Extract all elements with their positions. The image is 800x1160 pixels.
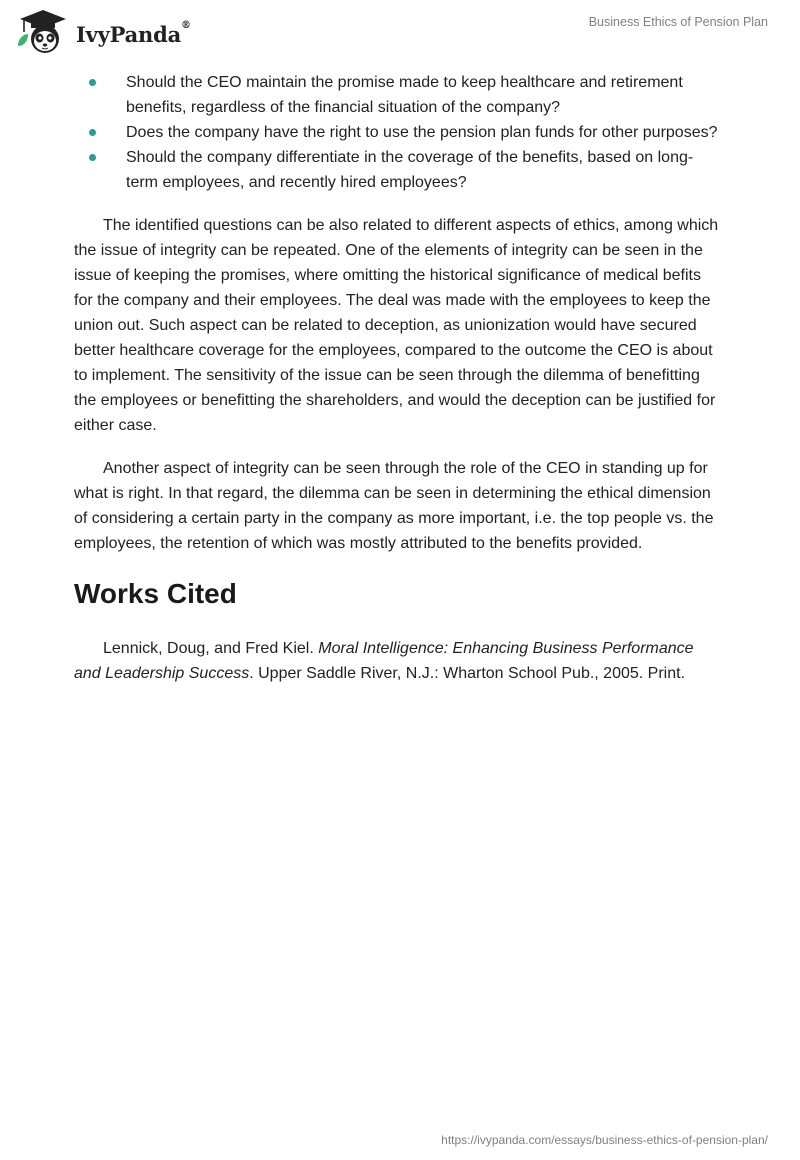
page-header [0, 0, 800, 62]
logo-text: IvyPanda [76, 21, 182, 47]
bullet-dot-icon [89, 129, 96, 136]
citation-publication: . Upper Saddle River, N.J.: Wharton School Pub., 2005. Print. [249, 665, 686, 682]
list-item [74, 145, 724, 195]
body-paragraph: Another aspect of integrity can be seen through the role of the CEO in standing up for what is right. In that regard, the dilemma can be seen in determining the ethical dimension of considering a certain party in the company as more important, i.e. the top people vs. the employees, the retention of which was mostly attributed to the benefits provided. [74, 460, 714, 552]
body-paragraph: The identified questions can be also related to different aspects of ethics, among which the issue of integrity can be repeated. One of the elements of integrity can be seen in the issue of keeping the promises, where omitting the historical significance of medical befits for the company and their employees. The deal was made with the employees to keep the union out. Such aspect can be related to deception, as unionization would have secured better healthcare coverage for the employees, compared to the outcome the CEO is about to implement. The sensitivity of the issue can be seen through the dilemma of benefitting the employees or benefitting the shareholders, and would the deception can be justified for either case. [74, 217, 719, 434]
list-item [74, 120, 724, 145]
panda-graduation-cap-icon [14, 8, 72, 56]
citation-title: Moral Intelligence: Enhancing Business Performance and Leadership Success [74, 640, 694, 682]
list-item-text: Should the CEO maintain the promise made to keep healthcare and retirement benefits, regardless of the financial situation of the company? [126, 74, 683, 116]
document-title: Business Ethics of Pension Plan [588, 15, 768, 29]
source-url[interactable]: https://ivypanda.com/essays/business-ethics-of-pension-plan/ [441, 1133, 768, 1147]
logo-wordmark [76, 19, 191, 47]
list-item [74, 70, 724, 120]
citation-authors: Lennick, Doug, and Fred Kiel. [103, 640, 319, 657]
citation-entry [74, 636, 724, 686]
works-cited-heading: Works Cited [74, 578, 237, 609]
registered-mark: ® [181, 19, 191, 31]
question-list [74, 70, 724, 195]
list-item-text: Does the company have the right to use the pension plan funds for other purposes? [126, 124, 718, 141]
list-item-text: Should the company differentiate in the coverage of the benefits, based on long-term employees, and recently hired employees? [126, 149, 694, 191]
ivypanda-logo[interactable] [14, 8, 191, 56]
bullet-dot-icon [89, 154, 96, 161]
bullet-dot-icon [89, 79, 96, 86]
essay-content [74, 70, 724, 686]
